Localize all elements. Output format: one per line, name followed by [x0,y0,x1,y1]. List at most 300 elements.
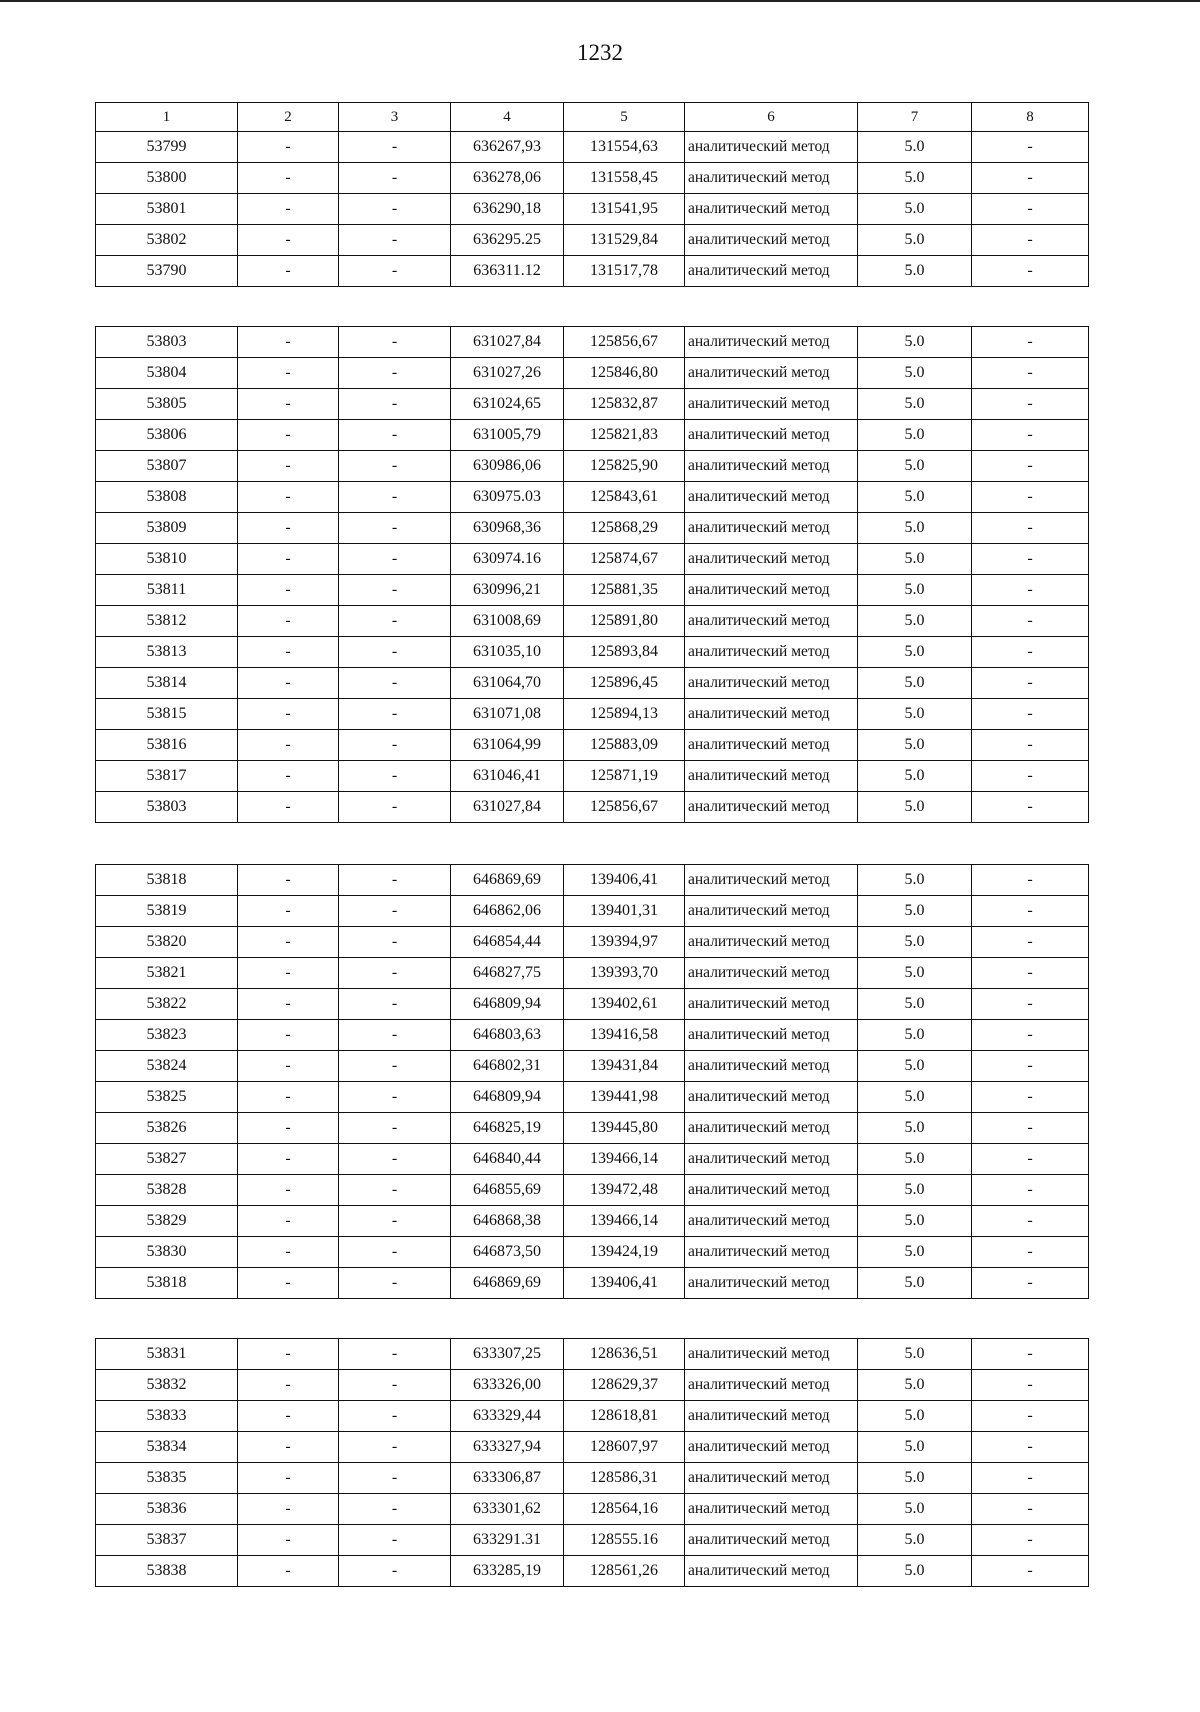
cell-col-8: - [972,1463,1089,1494]
cell-col-2: - [238,194,339,225]
cell-col-8: - [972,637,1089,668]
cell-coord-y: 131541,95 [564,194,685,225]
cell-method: аналитический метод [685,132,858,163]
cell-point-number: 53803 [96,792,238,823]
cell-precision: 5.0 [858,327,972,358]
cell-coord-x: 630986,06 [451,451,564,482]
cell-coord-y: 139416,58 [564,1020,685,1051]
table-row [96,451,1089,482]
cell-method: аналитический метод [685,1339,858,1370]
cell-point-number: 53833 [96,1401,238,1432]
cell-coord-x: 630996,21 [451,575,564,606]
cell-coord-x: 646803,63 [451,1020,564,1051]
cell-method: аналитический метод [685,544,858,575]
cell-precision: 5.0 [858,1051,972,1082]
table-row [96,544,1089,575]
cell-col-2: - [238,668,339,699]
cell-precision: 5.0 [858,1401,972,1432]
cell-coord-y: 131517,78 [564,256,685,287]
coordinates-table [95,326,1089,823]
cell-col-8: - [972,327,1089,358]
cell-col-8: - [972,420,1089,451]
cell-method: аналитический метод [685,606,858,637]
cell-coord-y: 139445,80 [564,1113,685,1144]
cell-point-number: 53826 [96,1113,238,1144]
cell-precision: 5.0 [858,482,972,513]
cell-point-number: 53814 [96,668,238,699]
cell-col-3: - [339,132,451,163]
cell-col-3: - [339,1144,451,1175]
cell-coord-y: 139406,41 [564,1268,685,1299]
cell-col-3: - [339,1082,451,1113]
cell-coord-y: 128586,31 [564,1463,685,1494]
cell-col-3: - [339,761,451,792]
cell-coord-x: 646840,44 [451,1144,564,1175]
cell-col-3: - [339,699,451,730]
table-row [96,225,1089,256]
cell-coord-x: 646869,69 [451,865,564,896]
cell-coord-y: 125832,87 [564,389,685,420]
cell-col-8: - [972,730,1089,761]
cell-coord-x: 633306,87 [451,1463,564,1494]
cell-point-number: 53804 [96,358,238,389]
cell-coord-y: 125821,83 [564,420,685,451]
cell-point-number: 53811 [96,575,238,606]
cell-col-8: - [972,1432,1089,1463]
cell-col-2: - [238,389,339,420]
cell-col-2: - [238,1556,339,1587]
cell-precision: 5.0 [858,1206,972,1237]
cell-col-2: - [238,1206,339,1237]
cell-col-3: - [339,1175,451,1206]
cell-precision: 5.0 [858,1268,972,1299]
cell-coord-x: 631005,79 [451,420,564,451]
cell-point-number: 53816 [96,730,238,761]
coordinates-table [95,1338,1089,1587]
cell-col-8: - [972,163,1089,194]
cell-col-2: - [238,606,339,637]
cell-precision: 5.0 [858,389,972,420]
cell-point-number: 53821 [96,958,238,989]
table-row [96,606,1089,637]
table-row [96,132,1089,163]
table-row [96,896,1089,927]
cell-col-3: - [339,1401,451,1432]
cell-method: аналитический метод [685,668,858,699]
cell-coord-x: 646868,38 [451,1206,564,1237]
cell-method: аналитический метод [685,256,858,287]
cell-col-8: - [972,1144,1089,1175]
cell-coord-y: 125843,61 [564,482,685,513]
cell-coord-y: 139424,19 [564,1237,685,1268]
column-header-5: 5 [564,103,685,132]
cell-coord-x: 636290,18 [451,194,564,225]
cell-point-number: 53806 [96,420,238,451]
cell-col-2: - [238,1432,339,1463]
cell-precision: 5.0 [858,958,972,989]
cell-precision: 5.0 [858,1113,972,1144]
cell-coord-x: 646869,69 [451,1268,564,1299]
cell-col-3: - [339,1556,451,1587]
cell-precision: 5.0 [858,637,972,668]
cell-point-number: 53803 [96,327,238,358]
cell-col-2: - [238,637,339,668]
cell-col-3: - [339,1463,451,1494]
cell-method: аналитический метод [685,761,858,792]
cell-method: аналитический метод [685,575,858,606]
top-rule [0,0,1200,2]
cell-method: аналитический метод [685,1556,858,1587]
cell-col-8: - [972,1206,1089,1237]
cell-coord-x: 631027,84 [451,327,564,358]
table-row [96,1206,1089,1237]
cell-col-8: - [972,1339,1089,1370]
cell-col-2: - [238,896,339,927]
cell-col-2: - [238,1113,339,1144]
cell-method: аналитический метод [685,420,858,451]
cell-precision: 5.0 [858,225,972,256]
cell-col-2: - [238,1463,339,1494]
cell-method: аналитический метод [685,1082,858,1113]
cell-coord-x: 633307,25 [451,1339,564,1370]
cell-precision: 5.0 [858,544,972,575]
table-row [96,1020,1089,1051]
cell-point-number: 53812 [96,606,238,637]
cell-col-3: - [339,792,451,823]
cell-point-number: 53805 [96,389,238,420]
cell-col-8: - [972,1020,1089,1051]
cell-col-3: - [339,544,451,575]
cell-col-3: - [339,637,451,668]
cell-precision: 5.0 [858,1020,972,1051]
cell-point-number: 53834 [96,1432,238,1463]
cell-col-2: - [238,451,339,482]
cell-point-number: 53799 [96,132,238,163]
cell-method: аналитический метод [685,1432,858,1463]
cell-method: аналитический метод [685,389,858,420]
cell-col-3: - [339,194,451,225]
cell-precision: 5.0 [858,451,972,482]
table-block-3 [95,864,1088,1299]
cell-coord-x: 631064,70 [451,668,564,699]
cell-col-2: - [238,927,339,958]
cell-coord-y: 139394,97 [564,927,685,958]
cell-point-number: 53813 [96,637,238,668]
cell-point-number: 53823 [96,1020,238,1051]
cell-point-number: 53825 [96,1082,238,1113]
cell-precision: 5.0 [858,256,972,287]
table-row [96,1463,1089,1494]
cell-method: аналитический метод [685,1525,858,1556]
cell-method: аналитический метод [685,327,858,358]
cell-point-number: 53828 [96,1175,238,1206]
cell-col-8: - [972,989,1089,1020]
cell-col-2: - [238,865,339,896]
cell-method: аналитический метод [685,958,858,989]
cell-coord-x: 633326,00 [451,1370,564,1401]
cell-col-2: - [238,256,339,287]
cell-col-2: - [238,1020,339,1051]
table-row [96,927,1089,958]
cell-col-2: - [238,1237,339,1268]
cell-col-3: - [339,163,451,194]
cell-col-3: - [339,730,451,761]
cell-coord-x: 631046,41 [451,761,564,792]
cell-point-number: 53829 [96,1206,238,1237]
cell-method: аналитический метод [685,1175,858,1206]
cell-col-3: - [339,1525,451,1556]
cell-point-number: 53831 [96,1339,238,1370]
cell-col-2: - [238,1339,339,1370]
cell-col-2: - [238,989,339,1020]
cell-precision: 5.0 [858,606,972,637]
cell-method: аналитический метод [685,730,858,761]
cell-method: аналитический метод [685,896,858,927]
cell-method: аналитический метод [685,1144,858,1175]
table-row [96,327,1089,358]
cell-coord-y: 139431,84 [564,1051,685,1082]
cell-col-8: - [972,606,1089,637]
cell-method: аналитический метод [685,927,858,958]
cell-coord-y: 128607,97 [564,1432,685,1463]
cell-method: аналитический метод [685,989,858,1020]
table-row [96,513,1089,544]
cell-col-2: - [238,761,339,792]
cell-precision: 5.0 [858,1432,972,1463]
cell-method: аналитический метод [685,1401,858,1432]
cell-coord-y: 139393,70 [564,958,685,989]
cell-coord-y: 139466,14 [564,1144,685,1175]
cell-col-2: - [238,358,339,389]
cell-coord-x: 633291.31 [451,1525,564,1556]
cell-method: аналитический метод [685,699,858,730]
cell-col-3: - [339,1020,451,1051]
column-header-6: 6 [685,103,858,132]
cell-coord-y: 125868,29 [564,513,685,544]
cell-coord-x: 631071,08 [451,699,564,730]
cell-coord-y: 128629,37 [564,1370,685,1401]
cell-precision: 5.0 [858,699,972,730]
table-row [96,194,1089,225]
cell-coord-x: 646862,06 [451,896,564,927]
cell-col-8: - [972,256,1089,287]
table-row [96,1082,1089,1113]
cell-method: аналитический метод [685,1206,858,1237]
cell-coord-x: 630968,36 [451,513,564,544]
cell-col-3: - [339,1268,451,1299]
cell-col-8: - [972,1401,1089,1432]
cell-col-2: - [238,730,339,761]
table-row [96,256,1089,287]
cell-precision: 5.0 [858,668,972,699]
cell-col-8: - [972,389,1089,420]
table-row [96,699,1089,730]
cell-precision: 5.0 [858,1175,972,1206]
table-row [96,482,1089,513]
cell-method: аналитический метод [685,1237,858,1268]
table-row [96,989,1089,1020]
cell-col-8: - [972,1051,1089,1082]
cell-coord-y: 125856,67 [564,792,685,823]
cell-col-3: - [339,958,451,989]
cell-col-8: - [972,1268,1089,1299]
cell-point-number: 53836 [96,1494,238,1525]
cell-col-3: - [339,513,451,544]
cell-col-3: - [339,1370,451,1401]
table-row [96,1370,1089,1401]
cell-precision: 5.0 [858,927,972,958]
table-row [96,420,1089,451]
cell-col-8: - [972,896,1089,927]
cell-point-number: 53824 [96,1051,238,1082]
cell-precision: 5.0 [858,730,972,761]
cell-precision: 5.0 [858,1494,972,1525]
cell-method: аналитический метод [685,1268,858,1299]
table-row [96,1401,1089,1432]
table-row [96,1175,1089,1206]
cell-method: аналитический метод [685,637,858,668]
cell-point-number: 53837 [96,1525,238,1556]
table-block-2 [95,326,1088,823]
cell-point-number: 53838 [96,1556,238,1587]
cell-col-2: - [238,163,339,194]
cell-col-3: - [339,1051,451,1082]
cell-col-8: - [972,792,1089,823]
cell-coord-x: 631035,10 [451,637,564,668]
table-row [96,1113,1089,1144]
table-header-row [96,103,1089,132]
cell-point-number: 53820 [96,927,238,958]
cell-coord-y: 131529,84 [564,225,685,256]
table-row [96,1432,1089,1463]
cell-coord-x: 646802,31 [451,1051,564,1082]
cell-col-2: - [238,575,339,606]
cell-coord-x: 636295.25 [451,225,564,256]
cell-col-8: - [972,225,1089,256]
cell-col-2: - [238,1051,339,1082]
cell-precision: 5.0 [858,132,972,163]
cell-col-2: - [238,958,339,989]
cell-col-2: - [238,1370,339,1401]
cell-coord-x: 630974.16 [451,544,564,575]
cell-col-2: - [238,1494,339,1525]
cell-point-number: 53827 [96,1144,238,1175]
cell-point-number: 53835 [96,1463,238,1494]
cell-coord-y: 128555.16 [564,1525,685,1556]
cell-col-3: - [339,358,451,389]
cell-precision: 5.0 [858,1370,972,1401]
cell-col-3: - [339,451,451,482]
cell-col-3: - [339,482,451,513]
table-row [96,1051,1089,1082]
cell-point-number: 53810 [96,544,238,575]
cell-coord-y: 125894,13 [564,699,685,730]
cell-coord-x: 631024,65 [451,389,564,420]
cell-col-8: - [972,865,1089,896]
cell-point-number: 53832 [96,1370,238,1401]
column-header-3: 3 [339,103,451,132]
cell-point-number: 53808 [96,482,238,513]
cell-col-8: - [972,513,1089,544]
cell-method: аналитический метод [685,792,858,823]
cell-coord-x: 633327,94 [451,1432,564,1463]
cell-method: аналитический метод [685,513,858,544]
table-row [96,668,1089,699]
cell-col-3: - [339,989,451,1020]
cell-coord-y: 128636,51 [564,1339,685,1370]
cell-coord-x: 631064,99 [451,730,564,761]
cell-col-8: - [972,1237,1089,1268]
cell-precision: 5.0 [858,865,972,896]
cell-col-8: - [972,1494,1089,1525]
cell-method: аналитический метод [685,1020,858,1051]
cell-method: аналитический метод [685,194,858,225]
cell-coord-y: 128618,81 [564,1401,685,1432]
cell-col-8: - [972,1082,1089,1113]
cell-col-3: - [339,327,451,358]
cell-precision: 5.0 [858,1082,972,1113]
cell-col-8: - [972,1370,1089,1401]
cell-col-3: - [339,575,451,606]
cell-point-number: 53822 [96,989,238,1020]
cell-coord-y: 125883,09 [564,730,685,761]
cell-col-8: - [972,927,1089,958]
cell-col-3: - [339,420,451,451]
cell-col-2: - [238,1525,339,1556]
column-header-4: 4 [451,103,564,132]
cell-col-3: - [339,1237,451,1268]
cell-coord-x: 631027,26 [451,358,564,389]
table-row [96,358,1089,389]
cell-col-3: - [339,1339,451,1370]
cell-col-2: - [238,1401,339,1432]
cell-col-3: - [339,1432,451,1463]
cell-col-3: - [339,1206,451,1237]
cell-col-8: - [972,358,1089,389]
cell-coord-x: 646855,69 [451,1175,564,1206]
cell-col-8: - [972,451,1089,482]
cell-coord-x: 646854,44 [451,927,564,958]
cell-precision: 5.0 [858,513,972,544]
cell-coord-y: 131558,45 [564,163,685,194]
cell-col-8: - [972,1556,1089,1587]
cell-col-8: - [972,132,1089,163]
cell-precision: 5.0 [858,1525,972,1556]
cell-col-3: - [339,256,451,287]
cell-method: аналитический метод [685,1463,858,1494]
cell-point-number: 53817 [96,761,238,792]
table-row [96,1339,1089,1370]
table-block-1 [95,102,1088,287]
table-block-4 [95,1338,1088,1587]
cell-coord-x: 646825,19 [451,1113,564,1144]
cell-coord-y: 131554,63 [564,132,685,163]
cell-precision: 5.0 [858,1463,972,1494]
cell-coord-y: 125881,35 [564,575,685,606]
cell-point-number: 53830 [96,1237,238,1268]
cell-col-8: - [972,1525,1089,1556]
cell-coord-y: 139441,98 [564,1082,685,1113]
cell-col-2: - [238,699,339,730]
table-row [96,1556,1089,1587]
cell-col-8: - [972,761,1089,792]
cell-method: аналитический метод [685,451,858,482]
cell-col-8: - [972,1113,1089,1144]
cell-coord-y: 125891,80 [564,606,685,637]
table-row [96,1237,1089,1268]
cell-precision: 5.0 [858,420,972,451]
cell-col-3: - [339,389,451,420]
